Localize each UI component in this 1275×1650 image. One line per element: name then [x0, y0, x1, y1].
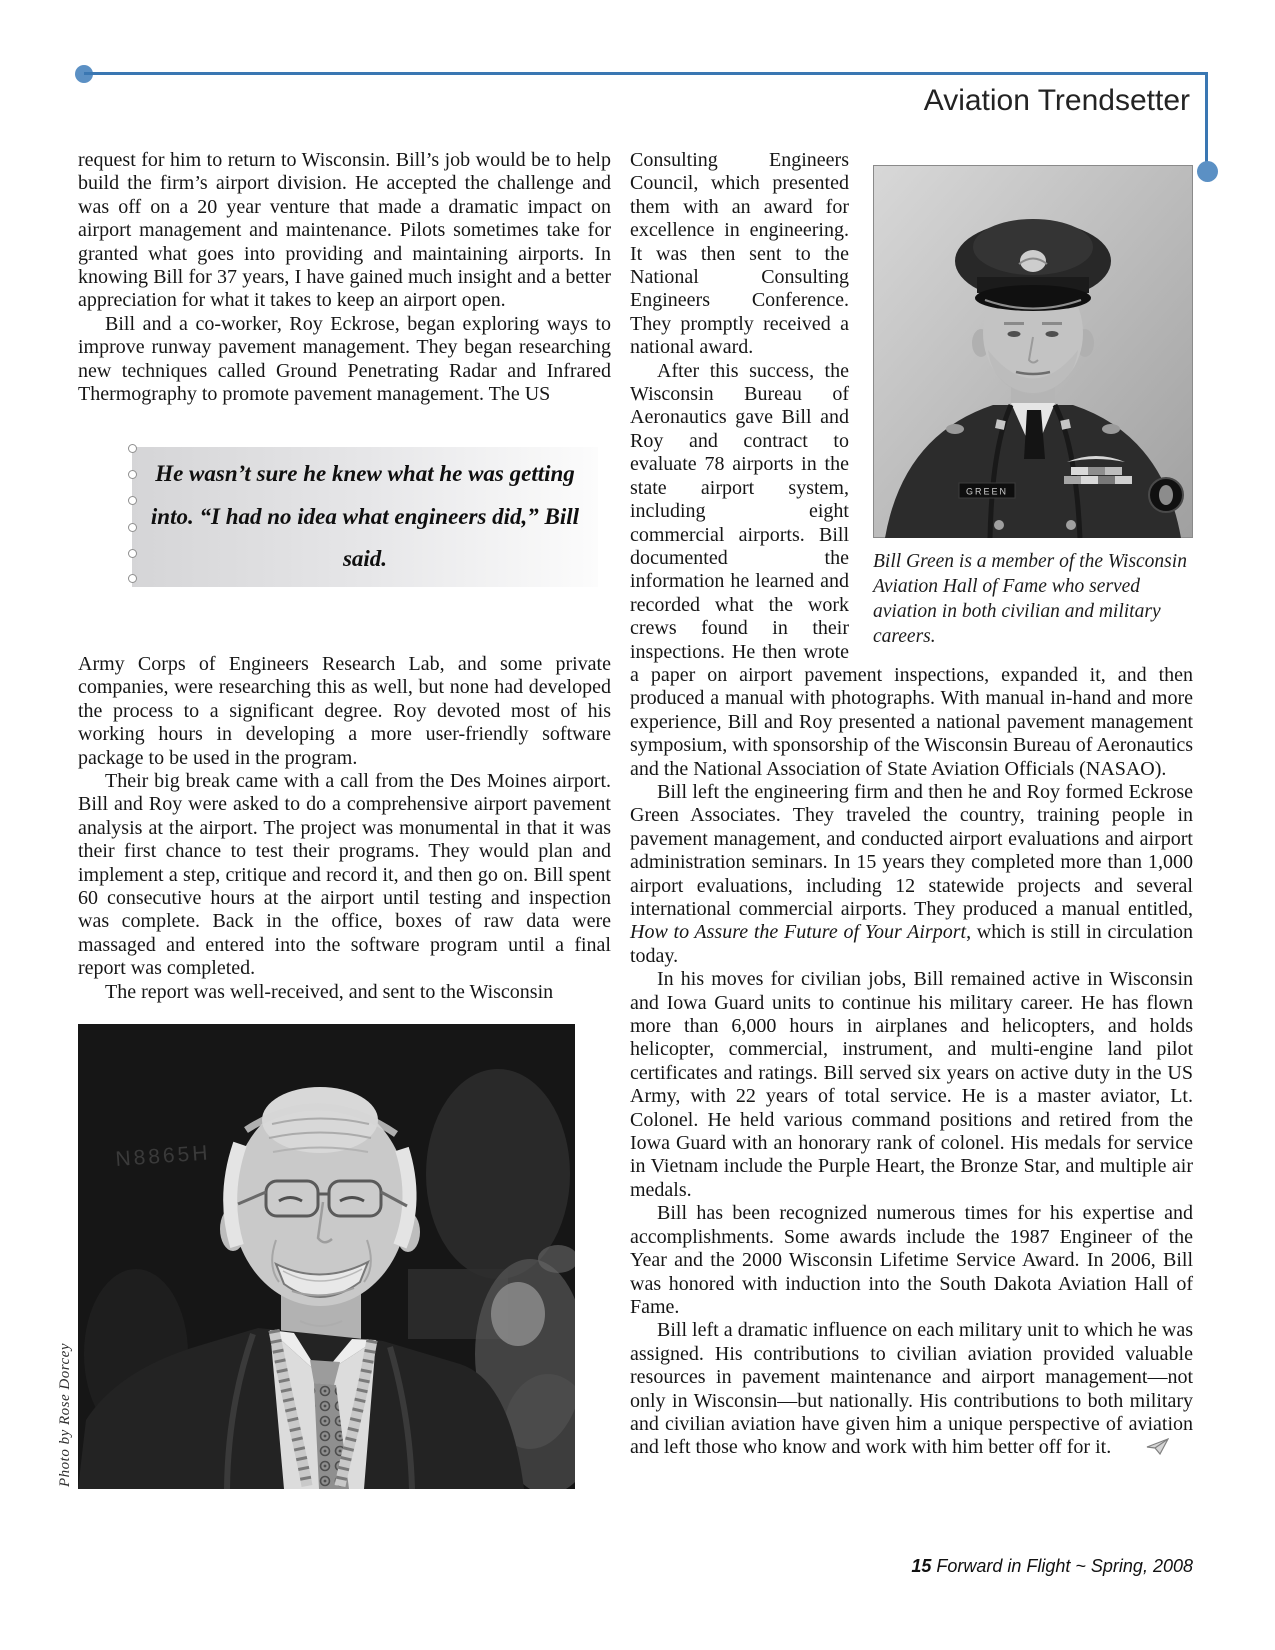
end-mark-airplane-icon — [1119, 1437, 1169, 1461]
paragraph: Bill has been recognized numerous times for his expertise and accomplishments. Some awards include the 1987 Engineer of the Year and the 2000 Wisconsin Lifetime Service Award. In 2006, Bill was honored with induction into the South Dakota Aviation Hall of Fame. — [630, 1202, 1193, 1318]
left-column — [57, 149, 611, 1489]
pull-quote-box — [132, 447, 598, 587]
pull-quote-text: He wasn’t sure he knew what he was getting into. “I had no idea what engineers did,” Bill said. — [150, 461, 580, 572]
photo-background-registration-text: N8865H — [114, 1141, 212, 1172]
header-rule-horizontal — [84, 72, 1208, 75]
page-footer — [911, 1556, 1193, 1577]
photo-bill-smiling — [78, 1024, 575, 1489]
paragraph: After this success, the Wisconsin Bureau of Aeronautics gave Bill and Roy and contract to evaluate 78 airports in the state airport system, including eight commercial airports. Bill documented the information he learned and recorded what the work crews found in their inspections. He then wrote a paper on airport pavement inspections, expanded it, and then produced a manual with photographs. With manual in-hand and more experience, Bill and Roy presented a national pavement management symposium, with sponsorship of the Wisconsin Bureau of Aeronautics and the National Association of State Aviation Officials (NASAO). — [630, 359, 1193, 780]
publication-name: Forward in Flight ~ Spring, 2008 — [936, 1556, 1193, 1576]
photo-credit: Photo by Rose Dorcey — [57, 1343, 73, 1488]
paragraph: Army Corps of Engineers Research Lab, and some private companies, were researching this as well, but none had developed the process to a significant degree. Roy devoted most of his working hours in developing a more user-friendly software package to be used in the program. — [78, 652, 611, 769]
portrait-figure-bill-green — [873, 165, 1193, 649]
photo-figure-bill-smiling — [57, 1024, 575, 1489]
paragraph: Bill and a co-worker, Roy Eckrose, began exploring ways to improve runway pavement management. They began researching new techniques called Ground Penetrating Radar and Infrared Thermography to promote pavement management. The US — [78, 312, 611, 406]
portrait-photo-bill-green-uniform — [873, 165, 1193, 538]
corner-dot-right — [1197, 161, 1218, 182]
paragraph: In his moves for civilian jobs, Bill remained active in Wisconsin and Iowa Guard units to continue his military career. He has flown more than 6,000 hours in airplanes and helicopters, and holds helicopter, commercial, instrument, and multi-engine land pilot certificates and ratings. Bill served six years on active duty in the US Army, with 22 years of total service. He is a master aviator, Lt. Colonel. He held various command positions and retired from the Iowa Guard with an honorary rank of colonel. His medals for service in Vietnam include the Purple Heart, the Bronze Star, and multiple air medals. — [630, 968, 1193, 1201]
page-title: Aviation Trendsetter — [923, 84, 1190, 117]
paragraph: The report was well-received, and sent to the Wisconsin — [105, 980, 554, 1003]
portrait-caption: Bill Green is a member of the Wisconsin Aviation Hall of Fame who served aviation in both civilian and military careers. — [873, 551, 1187, 647]
right-column — [630, 149, 1193, 1462]
left-column-text — [78, 149, 611, 1004]
paragraph: Bill left a dramatic influence on each military unit to which he was assigned. His contributions to civilian aviation provided valuable resources in pavement maintenance and airport management—not only in Wisconsin—but nationally. His contributions to both military and civilian aviation have given him a unique perspective of aviation and left those who know and work with him better off for it. — [630, 1319, 1193, 1461]
uniform-nametag: GREEN — [965, 486, 1009, 497]
paragraph: Their big break came with a call from the Des Moines airport. Bill and Roy were asked to do a comprehensive airport pavement analysis at the airport. The project was monumental in that it was their first chance to test their programs. They would plan and implement a step, critique and record it, and then go on. Bill spent 60 consecutive hours at the airport until testing and inspection was complete. Back in the office, boxes of raw data were massaged and entered into the software program until a final report was completed. — [78, 770, 611, 980]
paragraph: Consulting Engineers Council, which presented them with an award for excellence in engineering. It was then sent to the National Consulting Engineers Conference. They promptly received a national award. — [630, 149, 849, 359]
paragraph: Bill left the engineering firm and then he and Roy formed Eckrose Green Associates. They traveled the country, training people in pavement management, and conducted airport evaluations and airport administration seminars. In 15 years they completed more than 1,000 airport evaluations, including 12 statewide projects and several international commercial airports. They produced a manual entitled, How to Assure the Future of Your Airport, which is still in circulation today. — [630, 780, 1193, 967]
header-rule-vertical — [1205, 72, 1208, 170]
page-number: 15 — [911, 1556, 932, 1576]
paragraph: request for him to return to Wisconsin. Bill’s job would be to help build the firm’s airport division. He accepted the challenge and was off on a 20 year venture that made a dramatic impact on airport management and maintenance. Pilots sometimes take for granted what goes into providing and maintaining airports. In knowing Bill for 37 years, I have gained much insight and a better appreciation for what it takes to keep an airport open. — [78, 149, 611, 312]
